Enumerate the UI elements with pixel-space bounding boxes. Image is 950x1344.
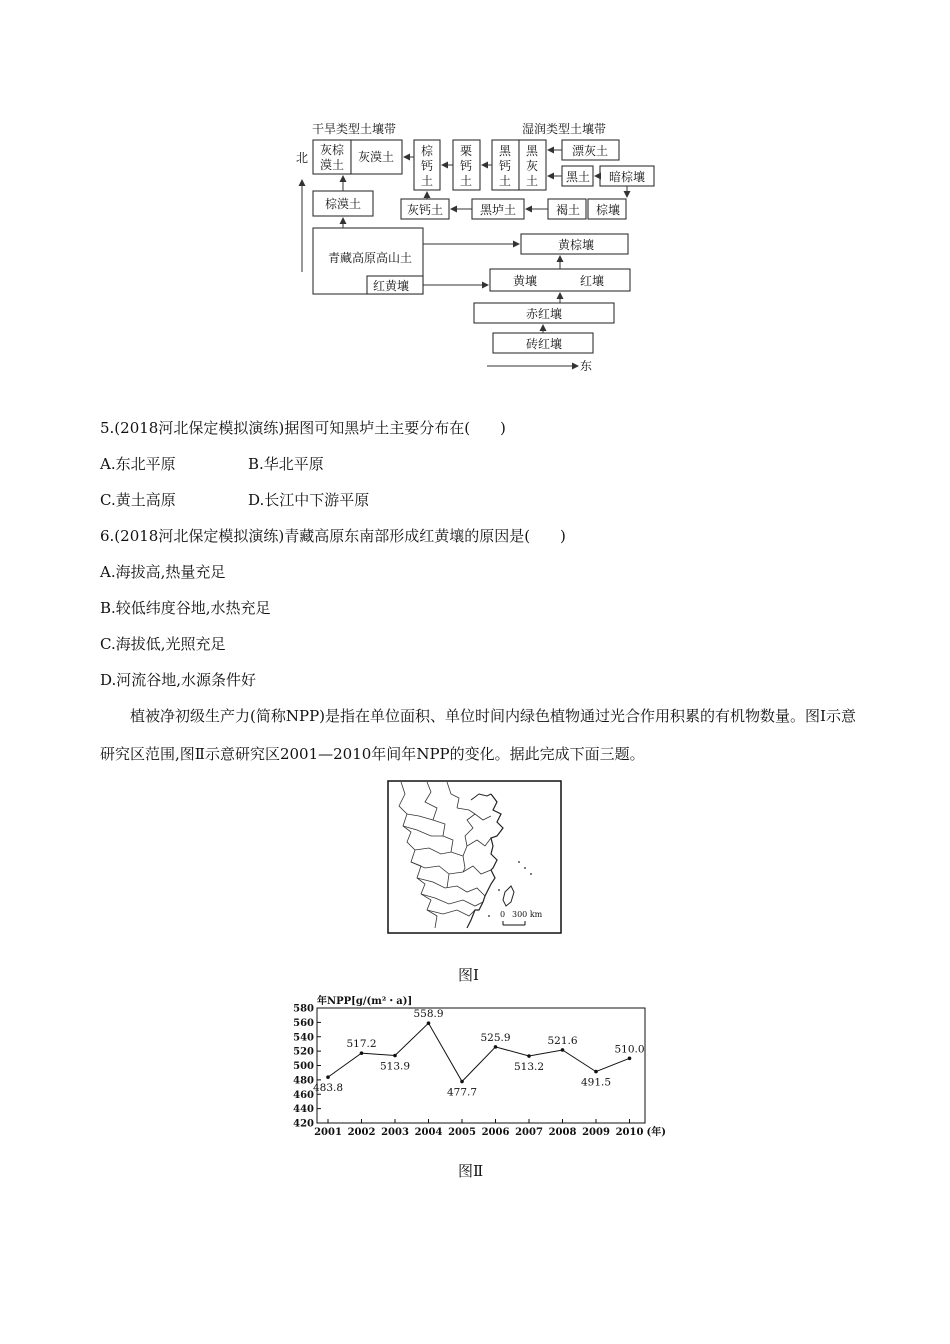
y-tick-label: 540 (293, 1032, 314, 1044)
soil-plateau-alpine: 青藏高原高山土 (328, 251, 413, 265)
npp-data-label: 510.0 (614, 1043, 645, 1056)
soil-brown-calcic-2: 钙 (421, 159, 434, 173)
npp-data-point (393, 1054, 397, 1058)
soil-chernozem-1: 黑 (499, 144, 512, 158)
x-tick-label: 2002 (347, 1127, 376, 1138)
x-tick-label: 2006 (481, 1127, 510, 1138)
soil-chestnut-2: 钙 (460, 159, 473, 173)
question-5-option-b: B.华北平原 (248, 455, 324, 473)
question-6-stem: 6.(2018河北保定模拟演练)青藏高原东南部形成红黄壤的原因是( ) (100, 527, 566, 545)
chart-y-axis-label: 年NPP[g/(m²・a)] (317, 996, 413, 1007)
npp-data-label: 521.6 (547, 1034, 578, 1047)
soil-black: 黑土 (566, 170, 591, 184)
x-tick-label: 2005 (448, 1127, 476, 1138)
arid-belt-label: 干旱类型土壤带 (312, 122, 397, 136)
soil-gray-brown-desert-l2: 漠土 (320, 158, 345, 172)
x-tick-label: 2007 (515, 1127, 543, 1138)
soil-zonation-diagram (280, 118, 660, 378)
soil-gray-calcic: 灰钙土 (407, 203, 444, 217)
question-6-option-b: B.较低纬度谷地,水热充足 (100, 599, 271, 617)
figure-2-caption: 图Ⅱ (458, 1162, 484, 1180)
x-tick-label: 2001 (314, 1127, 342, 1138)
question-5-option-c: C.黄土高原 (100, 491, 176, 509)
npp-data-point (561, 1048, 565, 1052)
npp-data-point (427, 1021, 431, 1025)
y-tick-label: 580 (293, 1003, 314, 1015)
soil-yellow-brown: 黄棕壤 (558, 238, 595, 252)
npp-data-label: 513.9 (379, 1060, 411, 1073)
soil-brown-calcic-3: 土 (421, 174, 434, 188)
npp-data-label: 477.7 (446, 1086, 478, 1099)
soil-latosol: 砖红壤 (526, 337, 563, 351)
y-tick-label: 420 (293, 1118, 314, 1130)
x-tick-label: 2010 (615, 1127, 644, 1138)
soil-brown-desert: 棕漠土 (325, 197, 362, 211)
y-tick-label: 480 (293, 1075, 314, 1087)
soil-dark-brown: 暗棕壤 (609, 170, 646, 184)
soil-chernozem-3: 土 (499, 174, 512, 188)
npp-data-point (628, 1057, 632, 1061)
soil-heilu: 黑垆土 (480, 203, 517, 217)
soil-brown-calcic-1: 棕 (421, 144, 434, 158)
y-tick-label: 440 (293, 1104, 314, 1116)
figure-1-caption: 图Ⅰ (458, 966, 479, 984)
y-tick-label: 460 (293, 1089, 314, 1101)
y-tick-label: 500 (293, 1061, 314, 1072)
soil-chernozem-2: 钙 (499, 159, 512, 173)
soil-lateritic-red: 赤红壤 (526, 307, 563, 321)
npp-data-point (460, 1080, 464, 1084)
question-6-option-d: D.河流谷地,水源条件好 (100, 671, 257, 689)
soil-gray-desert: 灰漠土 (358, 150, 395, 164)
soil-yellow: 黄壤 (513, 274, 538, 288)
question-5-option-d: D.长江中下游平原 (248, 491, 370, 509)
npp-data-label: 483.8 (312, 1082, 344, 1095)
soil-black-gray-3: 土 (526, 174, 539, 188)
soil-cinnamon: 褐土 (556, 203, 581, 217)
question-5-option-a: A.东北平原 (100, 455, 176, 473)
humid-belt-label: 湿润类型土壤带 (522, 122, 607, 136)
x-tick-label: 2008 (548, 1127, 577, 1138)
npp-data-label: 525.9 (480, 1031, 511, 1044)
npp-data-label: 558.9 (413, 1008, 444, 1021)
soil-black-gray-2: 灰 (526, 159, 539, 173)
soil-brown-earth: 棕壤 (596, 203, 621, 217)
question-6-option-a: A.海拔高,热量充足 (100, 563, 226, 581)
npp-data-point (527, 1054, 531, 1058)
soil-red: 红壤 (580, 274, 605, 288)
east-label: 东 (580, 359, 593, 373)
soil-chestnut-3: 土 (460, 174, 473, 188)
x-tick-label: 2009 (582, 1127, 610, 1138)
x-tick-label: 2003 (381, 1127, 409, 1138)
npp-data-point (594, 1070, 598, 1074)
north-label: 北 (296, 151, 309, 165)
soil-red-yellow: 红黄壤 (373, 279, 410, 293)
chart-x-axis-unit: (年) (646, 1127, 666, 1138)
y-tick-label: 520 (293, 1046, 314, 1058)
soil-chestnut-1: 栗 (460, 144, 473, 158)
x-tick-label: 2004 (414, 1127, 443, 1138)
npp-data-label: 491.5 (580, 1076, 612, 1089)
question-5-stem: 5.(2018河北保定模拟演练)据图可知黑垆土主要分布在( ) (100, 419, 506, 437)
study-area-map (387, 780, 562, 935)
map-scale-label: 300 km (512, 910, 543, 919)
npp-data-point (326, 1075, 330, 1079)
y-tick-label: 560 (293, 1017, 314, 1029)
npp-line-chart (290, 992, 670, 1142)
soil-bleached-gray: 漂灰土 (572, 144, 609, 158)
npp-series-line (328, 1023, 630, 1081)
question-6-option-c: C.海拔低,光照充足 (100, 635, 226, 653)
map-scale-zero: 0 (500, 910, 506, 919)
chart-plot-frame (317, 1008, 645, 1123)
npp-data-point (494, 1045, 498, 1049)
soil-black-gray-1: 黑 (526, 144, 539, 158)
npp-data-label: 513.2 (513, 1061, 545, 1074)
npp-data-label: 517.2 (346, 1038, 377, 1051)
soil-gray-brown-desert-l1: 灰棕 (320, 143, 345, 157)
npp-intro-paragraph: 植被净初级生产力(简称NPP)是指在单位面积、单位时间内绿色植物通过光合作用积累的有机物数量。图Ⅰ示意研究区范围,图Ⅱ示意研究区2001—2010年间年NPP的变化。据此完成下面三题。 (100, 707, 856, 763)
npp-data-point (360, 1051, 364, 1055)
